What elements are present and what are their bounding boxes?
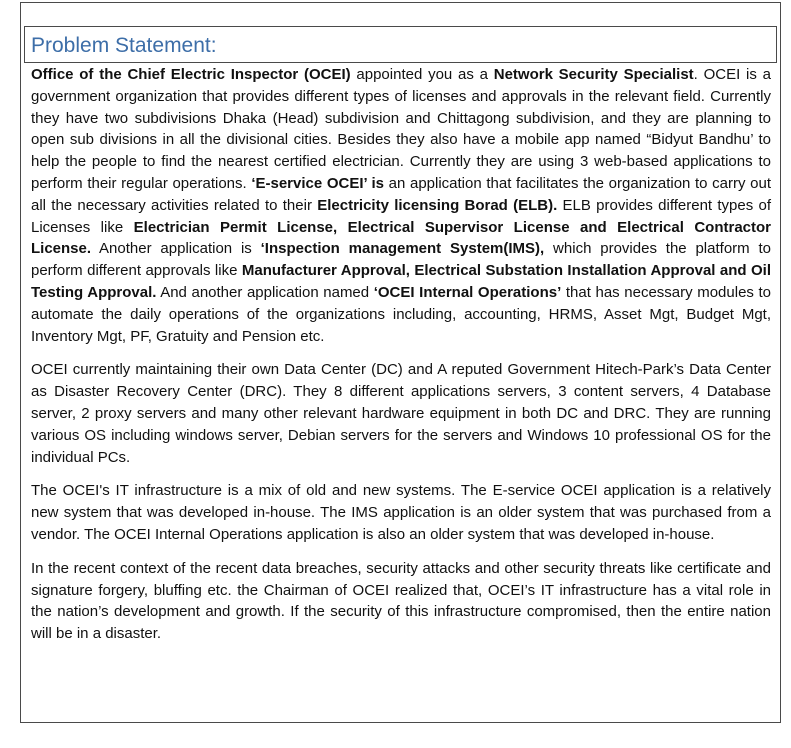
- text-run: And another application named: [156, 283, 374, 301]
- elb-name: Electricity licensing Borad (ELB).: [317, 196, 558, 214]
- role-name: Network Security Specialist: [493, 66, 694, 83]
- approval-types: Manufacturer Approval, Electrical Substation Installation Approval and Oil Testing Approval.: [31, 262, 771, 301]
- text-run: appointed you as a: [350, 66, 494, 83]
- text-run: an application that facilitates the organization to carry out all the necessary activities related to their: [31, 174, 771, 214]
- app-e-service: ‘E-service OCEI’ is: [251, 174, 385, 192]
- paragraph-2: OCEI currently maintaining their own Data Center (DC) and A reputed Government Hitech-Park’s Data Center as Disaster Recovery Center (DRC). They 8 different applications servers, 3 content servers, 4 Database server, 2 proxy servers and many other relevant hardware equipment in both DC and DRC. They are running various OS including windows server, Debian servers for the servers and Windows 10 professional OS for the individual PCs.: [31, 361, 771, 466]
- text-run: Another application is: [91, 240, 261, 258]
- org-name: Office of the Chief Electric Inspector (OCEI): [31, 66, 351, 83]
- text-run: which provides the platform to perform different approvals like: [31, 240, 771, 280]
- app-ims: ‘Inspection management System(IMS),: [260, 240, 545, 258]
- text-run: that has necessary modules to automate the daily operations of the organizations including, accounting, HRMS, Asset Mgt, Budget Mgt, Inventory Mgt, PF, Gratuity and Pension etc.: [31, 283, 772, 345]
- paragraph-4: In the recent context of the recent data breaches, security attacks and other security threats like certificate and signature forgery, bluffing etc. the Chairman of OCEI realized that, OCEI’s IT infrastructure has a vital role in the nation’s development and growth. If the security of this infrastructure compromised, then the entire nation will be in a disaster.: [31, 559, 771, 643]
- text-run: . OCEI is a government organization that provides different types of licenses and approvals in the relevant field. Currently they have two subdivisions Dhaka (Head) subdivision and Chittagong subdivision, and they are planning to open sub divisions in all the divisional cities. Besides they also have a mobile app named “Bidyut Bandhu’ to help the people to find the nearest certified electrician. Currently they are using 3 web-based applications to perform their regular operations.: [31, 66, 771, 192]
- app-internal-operations: ‘OCEI Internal Operations’: [373, 283, 562, 301]
- paragraph-1: [31, 64, 771, 347]
- page-title: Problem Statement:: [31, 34, 217, 57]
- paragraph-3: The OCEI's IT infrastructure is a mix of old and new systems. The E-service OCEI application is a relatively new system that was developed in-house. The IMS application is an older system that was purchased from a vendor. The OCEI Internal Operations application is also an older system that was developed in-house.: [31, 482, 771, 543]
- problem-statement-body: [31, 64, 771, 657]
- text-run: ELB provides different types of Licenses like: [31, 196, 771, 236]
- license-types: Electrician Permit License, Electrical Supervisor License and Electrical Contractor License.: [31, 218, 771, 258]
